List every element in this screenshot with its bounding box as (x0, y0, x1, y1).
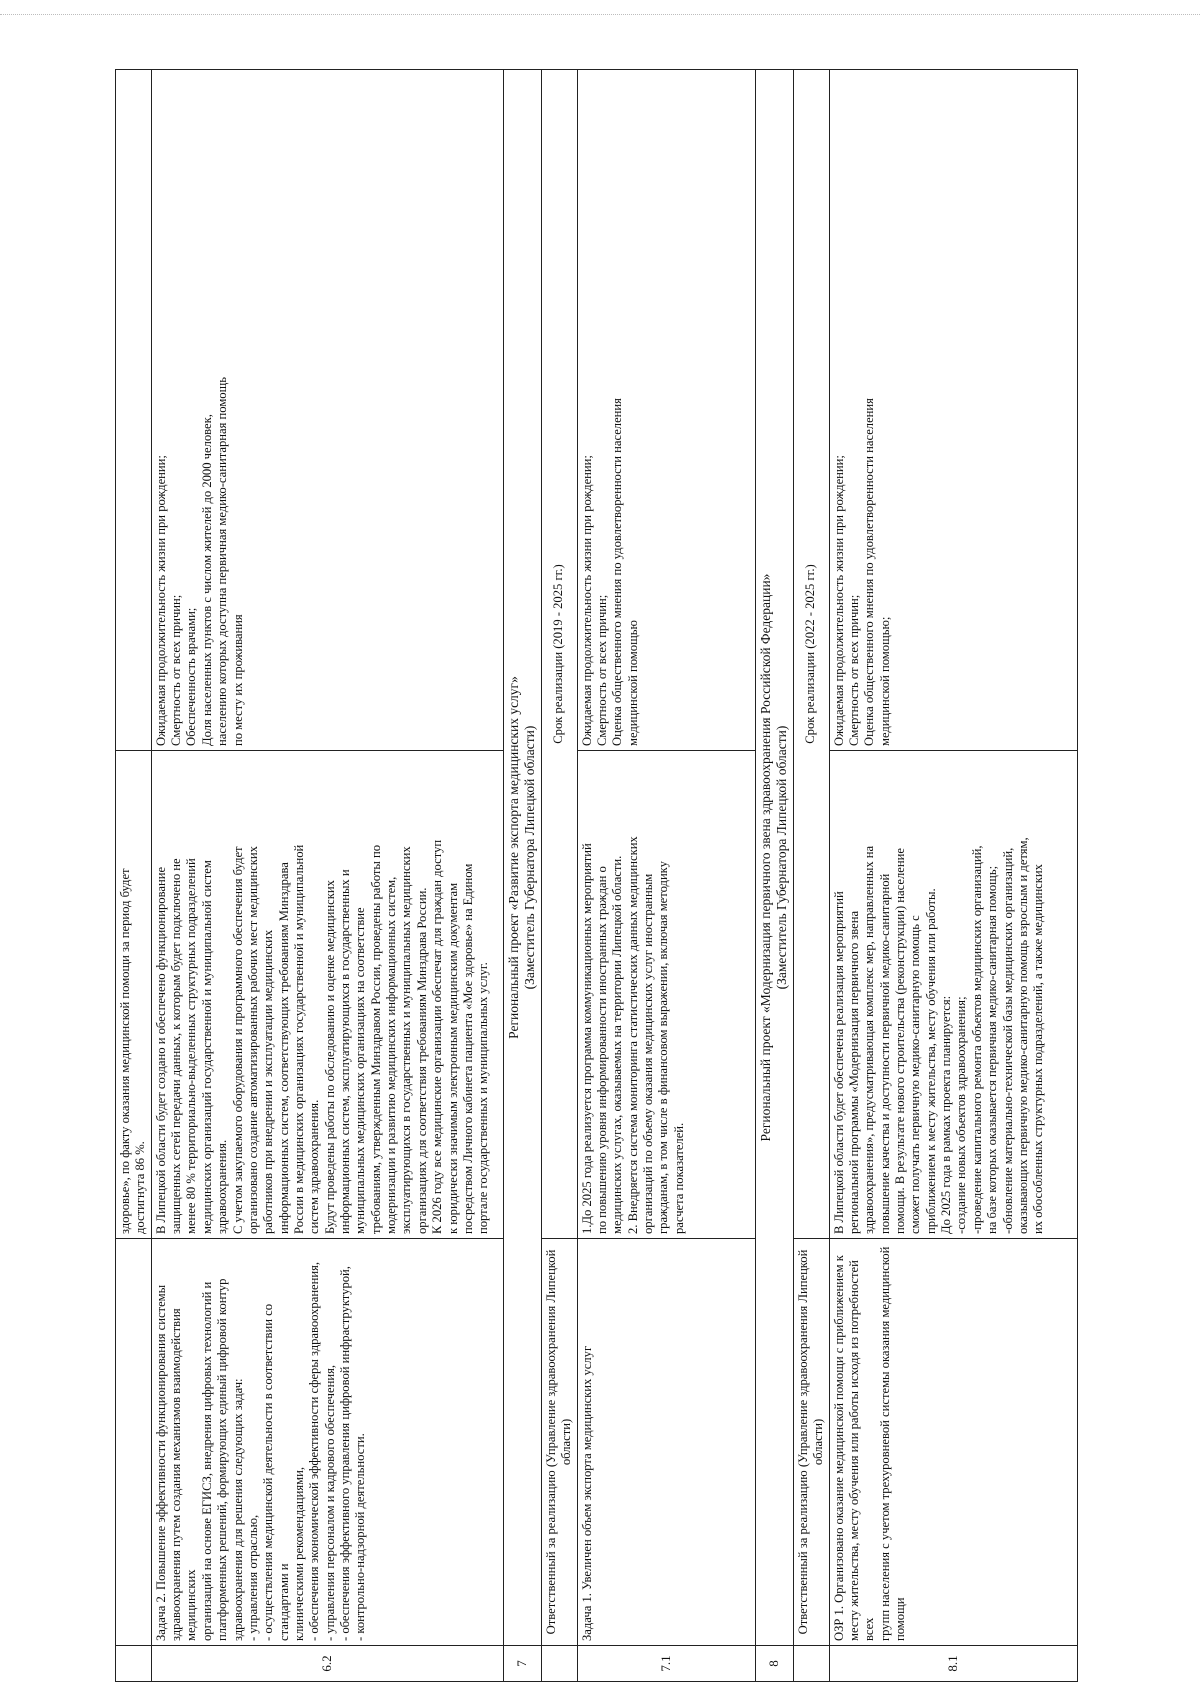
text-line: к юридически значимым электронным медицинским документам (445, 882, 460, 1234)
text-line: модернизации и развитию медицинских информационных систем, (384, 876, 399, 1234)
text-line: информационных систем, эксплуатирующихся в государственных и (338, 869, 353, 1234)
text-line: эксплуатирующихся в государственных и муниципальных медицинских (399, 846, 414, 1234)
text-line: 1.До 2025 года реализуется программа коммуникационных мероприятий (579, 843, 594, 1234)
text-line: Будут проведены работы по обследованию и оценке медицинских (322, 880, 337, 1234)
term-cell: Срок реализации (2022 - 2025 гг.) (793, 70, 829, 1239)
text-line: -обновление материально-технической базы медицинских организаций, (1000, 847, 1015, 1234)
text-line: помощи (893, 1597, 908, 1641)
section-row-8 (755, 70, 793, 1682)
text-line: медицинской помощью (625, 620, 640, 746)
text-line: области) (811, 1418, 826, 1466)
text-line: здравоохранения путем создания механизмов взаимодействия медицинских (169, 1308, 199, 1641)
text-line: Ответственный за реализацию (Управление здравоохранения Липецкой (543, 1249, 558, 1635)
text-line: клиническими рекомендациями, (291, 1466, 306, 1641)
indicators-cell (829, 70, 1077, 751)
text-line: по месту их проживания (230, 614, 245, 746)
text-line: До 2025 года в рамках проекта планируется: (939, 995, 954, 1234)
text-line: Ожидаемая продолжительность жизни при рождении; (831, 455, 846, 746)
text-line: повышение качества и доступности первичной медико-санитарной (877, 873, 892, 1234)
text-line: групп населения с учетом трехуровневой системы оказания медицинской (877, 1246, 892, 1641)
project-table (115, 69, 1078, 1682)
text-line: муниципальных медицинских организациях на соответствие (353, 907, 368, 1234)
text-line: 2. Внедряется система мониторинга статистических данных медицинских (625, 836, 640, 1234)
text-line: по повышению уровня информированности иностранных граждан о (595, 866, 610, 1234)
text-line: работников при внедрении и эксплуатации медицинских (261, 929, 276, 1234)
page-top-edge (0, 14, 1200, 15)
text-line: здравоохранения для решения следующих задач: (230, 1378, 245, 1641)
text-line: гражданам, в том числе в финансовом выражении, включая методику (656, 861, 671, 1234)
text-line: медицинской помощью; (877, 616, 892, 746)
table-row-7-1 (577, 70, 755, 1682)
text-line: Оценка общественного мнения по удовлетворенности населения (862, 398, 877, 746)
text-line: населению которых доступна первичная медико-санитарная помощь (215, 376, 230, 746)
table-row-6-2 (151, 70, 503, 1682)
text-line: систем здравоохранения. (307, 1099, 322, 1234)
text-line: расчета показателей. (671, 1122, 686, 1234)
responsible-row-7 (541, 70, 577, 1682)
section-row-7 (503, 70, 541, 1682)
text-line: - управления отраслью, (245, 1514, 260, 1641)
section-title: Региональный проект «Модернизация первичного звена здравоохранения Российской Федерации» (757, 573, 773, 1142)
row-number: 8.1 (829, 1646, 1077, 1682)
text-line: региональной программы «Модернизация первичного звена (846, 910, 861, 1234)
text-line: месту жительства, месту обучения или работы исходя из потребностей всех (846, 1260, 877, 1641)
row-number: 6.2 (151, 1646, 503, 1682)
text-line: здравоохранения. (215, 1139, 230, 1234)
text-line: помощи. В результате нового строительства (реконструкции) население (893, 848, 908, 1234)
text-line: К 2026 году все медицинские организации обеспечат для граждан доступ (430, 839, 445, 1234)
description-cell (829, 751, 1077, 1239)
text-line: здравоохранения», предусматривающая комплекс мер, направленных на (862, 845, 877, 1234)
row-number (116, 1646, 152, 1682)
indicators-cell (577, 70, 755, 751)
responsible-cell (541, 1239, 577, 1646)
row-number: 7.1 (577, 1646, 755, 1682)
text-line: России в медицинских организациях государственной и муниципальной (291, 844, 306, 1234)
table-row-8-1 (829, 70, 1077, 1682)
text-line: Ответственный за реализацию (Управление здравоохранения Липецкой (795, 1249, 810, 1635)
text-line: организаций по объему оказания медицинских услуг иностранным (641, 873, 656, 1234)
text-line: организаций на основе ЕГИСЗ, внедрения цифровых технологий и (199, 1281, 214, 1641)
task-cell (151, 1239, 503, 1646)
text-line: -проведение капитального ремонта объектов медицинских организаций, (969, 845, 984, 1234)
text-line: Оценка общественного мнения по удовлетворенности населения (610, 398, 625, 746)
text-line: медицинских услугах, оказываемых на территории Липецкой области. (610, 855, 625, 1234)
text-line: Ожидаемая продолжительность жизни при рождении; (153, 455, 168, 746)
text-line: В Липецкой области будет обеспечена реализация мероприятий (831, 891, 846, 1234)
table-row-continuation (116, 70, 152, 1682)
text-line: менее 80 % территориально-выделенных структурных подразделений (184, 858, 199, 1234)
text-line: на базе которых оказывается первичная медико-санитарная помощь; (985, 865, 1000, 1234)
text-line: ОЗР 1. Организовано оказание медицинской помощи с приближением к (831, 1255, 846, 1641)
text-line: Задача 2. Повышение эффективности функционирования системы (153, 1284, 168, 1641)
text-line: - контрольно-надзорной деятельности. (353, 1433, 368, 1641)
text-line: - обеспечения эффективного управления цифровой инфраструктурой, (338, 1266, 353, 1641)
text-line: - управления персоналом и кадрового обеспечения, (322, 1364, 337, 1641)
text-line: информационных систем, соответствующих требованиям Минздрава (276, 862, 291, 1234)
text-line: приближением к месту жительства, месту обучения или работы. (923, 888, 938, 1234)
text-line: их обособленных структурных подразделений, а также медицинских (1031, 864, 1046, 1234)
row-number (793, 1646, 829, 1682)
description-cell (151, 751, 503, 1239)
text-line: требованиям, утвержденным Минздравом России, проведены работы по (368, 844, 383, 1234)
section-subtitle: (Заместитель Губернатора Липецкой области) (522, 725, 538, 990)
text-line: организациях для соответствия требованиям Минздрава России. (414, 887, 429, 1234)
text-line: -создание новых объектов здравоохранения; (954, 996, 969, 1234)
text-line: организовано создание автоматизированных рабочих мест медицинских (245, 846, 260, 1234)
description-cell (577, 751, 755, 1239)
text-line: Смертность от всех причин; (169, 594, 184, 746)
section-title: Региональный проект «Развитие экспорта медицинских услуг» (505, 676, 521, 1039)
row-number (541, 1646, 577, 1682)
text-line: достигнута 86 %. (133, 1141, 148, 1234)
text-line: В Липецкой области будет создано и обеспечено функционирование (153, 866, 168, 1234)
row-number: 7 (503, 1646, 541, 1682)
task-cell (116, 1239, 152, 1646)
indicators-cell (116, 70, 152, 751)
task-cell (829, 1239, 1077, 1646)
text-line: Ожидаемая продолжительность жизни при рождении; (579, 455, 594, 746)
text-line: сможет получать первичную медико-санитарную помощь с (908, 915, 923, 1234)
text-line: - осуществления медицинской деятельности в соответствии со стандартами и (261, 1304, 291, 1641)
text-line: медицинских организаций государственной и муниципальной систем (199, 860, 214, 1234)
text-line: здоровье», по факту оказания медицинской помощи за период будет (118, 868, 132, 1234)
description-cell (116, 751, 152, 1239)
text-line: Доля населенных пунктов с числом жителей до 2000 человек, (199, 414, 214, 746)
section-title-cell (503, 70, 541, 1646)
text-line: защищенных сетей передачи данных, к которым будет подключено не (169, 858, 184, 1234)
section-title-cell (755, 70, 793, 1646)
text-line: платформенных решений, формирующих единый цифровой контур (215, 1278, 230, 1641)
row-number: 8 (755, 1646, 793, 1682)
term-cell: Срок реализации (2019 - 2025 гг.) (541, 70, 577, 1239)
task-cell (577, 1239, 755, 1646)
text-line: области) (559, 1418, 574, 1466)
text-line: Смертность от всех причин; (595, 594, 610, 746)
responsible-row-8 (793, 70, 829, 1682)
responsible-cell (793, 1239, 829, 1646)
text-line: Смертность от всех причин; (846, 594, 861, 746)
text-line: С учетом закупаемого оборудования и программного обеспечения будет (230, 846, 245, 1234)
indicators-cell (151, 70, 503, 751)
section-subtitle: (Заместитель Губернатора Липецкой области) (774, 725, 790, 990)
text-line: Обеспеченность врачами; (184, 607, 199, 746)
text-line: посредством Личного кабинета пациента «Мое здоровье» на Едином (460, 863, 475, 1234)
text-line: - обеспечения экономической эффективности сферы здравоохранения, (307, 1261, 322, 1641)
text-line: оказывающих первичную медико-санитарную помощь взрослым и детям, (1015, 837, 1030, 1234)
rotated-document-page (115, 70, 1173, 1682)
text-line: портале государственных и муниципальных услуг. (476, 962, 491, 1234)
text-line: Задача 1. Увеличен объем экспорта медицинских услуг (579, 1345, 594, 1641)
